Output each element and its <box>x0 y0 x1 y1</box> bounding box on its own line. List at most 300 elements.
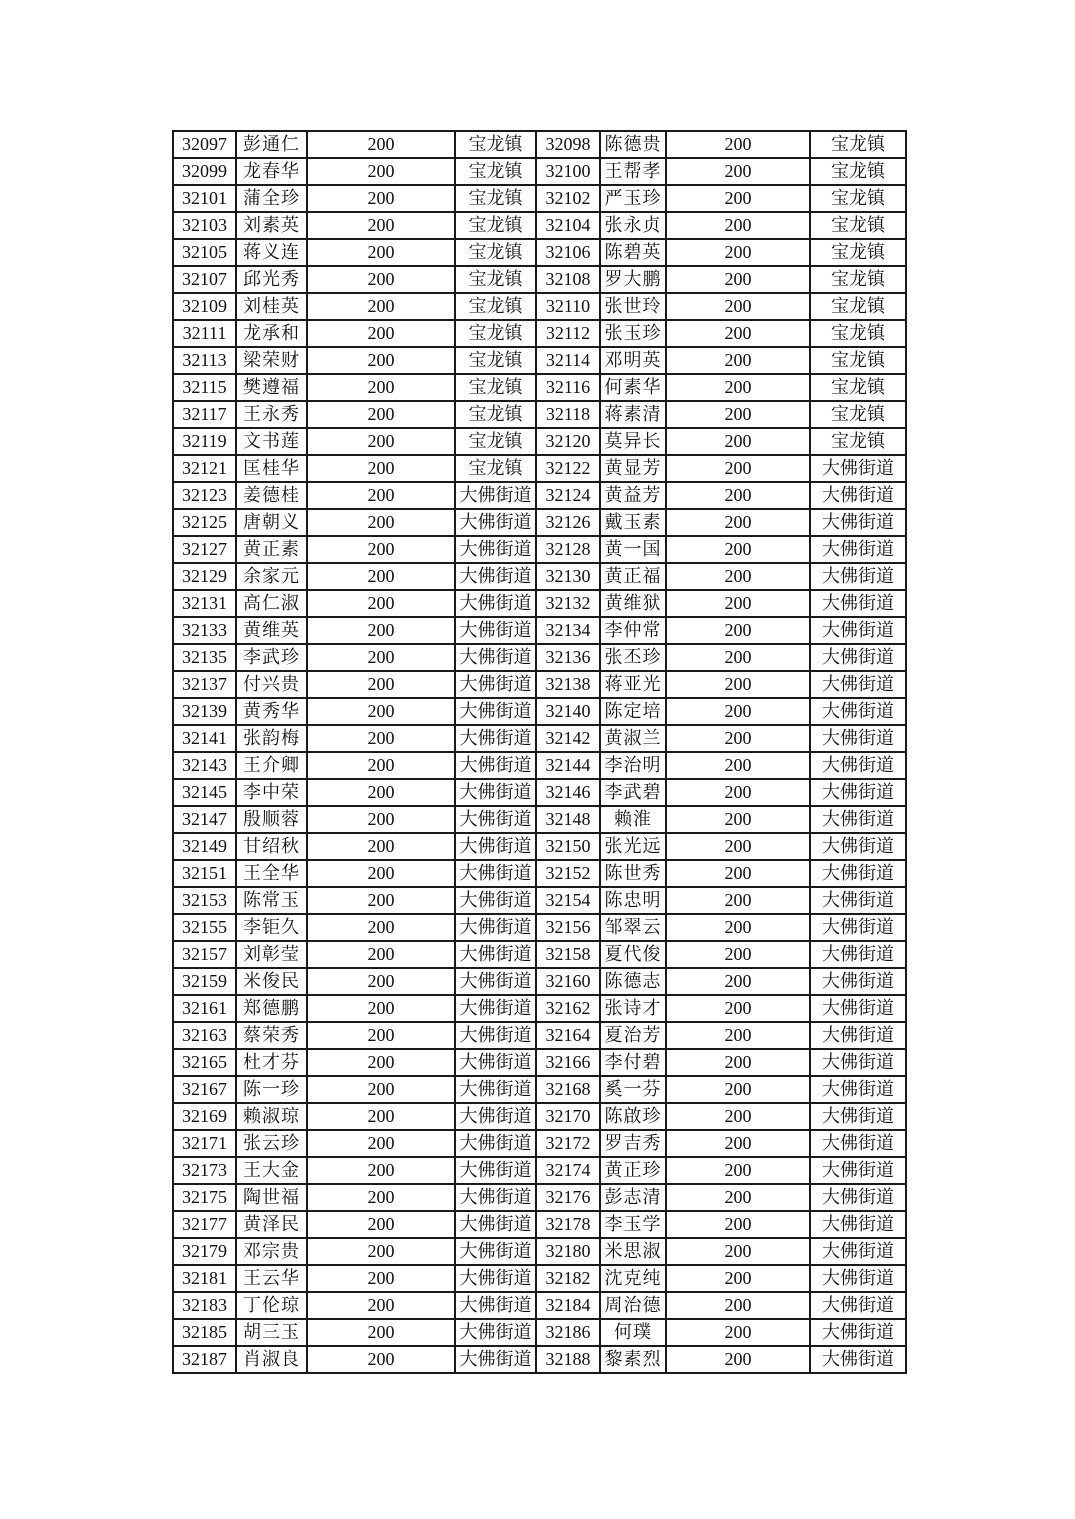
record-id-cell: 32171 <box>173 1130 236 1157</box>
name-cell: 蒲全珍 <box>236 185 307 212</box>
amount-cell: 200 <box>666 887 810 914</box>
name-cell: 黄正素 <box>236 536 307 563</box>
record-id-cell: 32110 <box>536 293 600 320</box>
township-cell: 大佛街道 <box>810 914 906 941</box>
record-id-cell: 32160 <box>536 968 600 995</box>
table-row <box>173 1157 906 1184</box>
record-id-cell: 32150 <box>536 833 600 860</box>
township-cell: 宝龙镇 <box>810 185 906 212</box>
amount-cell: 200 <box>666 833 810 860</box>
township-cell: 大佛街道 <box>810 1238 906 1265</box>
name-cell: 文书莲 <box>236 428 307 455</box>
amount-cell: 200 <box>666 1157 810 1184</box>
township-cell: 大佛街道 <box>810 887 906 914</box>
record-id-cell: 32127 <box>173 536 236 563</box>
township-cell: 大佛街道 <box>810 1265 906 1292</box>
record-id-cell: 32116 <box>536 374 600 401</box>
township-cell: 大佛街道 <box>455 671 536 698</box>
table-row <box>173 1103 906 1130</box>
amount-cell: 200 <box>666 1265 810 1292</box>
township-cell: 大佛街道 <box>810 482 906 509</box>
township-cell: 大佛街道 <box>455 1292 536 1319</box>
township-cell: 大佛街道 <box>810 725 906 752</box>
amount-cell: 200 <box>307 266 455 293</box>
name-cell: 邹翠云 <box>600 914 666 941</box>
township-cell: 大佛街道 <box>810 1157 906 1184</box>
record-id-cell: 32176 <box>536 1184 600 1211</box>
amount-cell: 200 <box>666 671 810 698</box>
township-cell: 大佛街道 <box>810 941 906 968</box>
table-row <box>173 1265 906 1292</box>
amount-cell: 200 <box>666 860 810 887</box>
record-id-cell: 32173 <box>173 1157 236 1184</box>
township-cell: 大佛街道 <box>455 968 536 995</box>
name-cell: 何璞 <box>600 1319 666 1346</box>
record-id-cell: 32158 <box>536 941 600 968</box>
amount-cell: 200 <box>666 617 810 644</box>
amount-cell: 200 <box>666 509 810 536</box>
township-cell: 宝龙镇 <box>810 428 906 455</box>
amount-cell: 200 <box>666 266 810 293</box>
amount-cell: 200 <box>307 158 455 185</box>
name-cell: 李玉学 <box>600 1211 666 1238</box>
township-cell: 大佛街道 <box>455 1238 536 1265</box>
name-cell: 陈定培 <box>600 698 666 725</box>
amount-cell: 200 <box>307 1022 455 1049</box>
table-row <box>173 860 906 887</box>
township-cell: 大佛街道 <box>810 536 906 563</box>
township-cell: 大佛街道 <box>455 725 536 752</box>
amount-cell: 200 <box>666 239 810 266</box>
amount-cell: 200 <box>666 644 810 671</box>
township-cell: 大佛街道 <box>810 590 906 617</box>
amount-cell: 200 <box>666 374 810 401</box>
amount-cell: 200 <box>666 968 810 995</box>
record-id-cell: 32174 <box>536 1157 600 1184</box>
name-cell: 王介卿 <box>236 752 307 779</box>
record-id-cell: 32108 <box>536 266 600 293</box>
table-row <box>173 1238 906 1265</box>
record-id-cell: 32101 <box>173 185 236 212</box>
township-cell: 大佛街道 <box>455 509 536 536</box>
record-id-cell: 32140 <box>536 698 600 725</box>
record-id-cell: 32115 <box>173 374 236 401</box>
payment-roster-table <box>172 130 907 1374</box>
record-id-cell: 32146 <box>536 779 600 806</box>
record-id-cell: 32180 <box>536 1238 600 1265</box>
amount-cell: 200 <box>307 1049 455 1076</box>
name-cell: 陈啟珍 <box>600 1103 666 1130</box>
township-cell: 大佛街道 <box>810 806 906 833</box>
table-row <box>173 536 906 563</box>
amount-cell: 200 <box>307 1103 455 1130</box>
amount-cell: 200 <box>666 806 810 833</box>
record-id-cell: 32179 <box>173 1238 236 1265</box>
record-id-cell: 32159 <box>173 968 236 995</box>
township-cell: 大佛街道 <box>455 644 536 671</box>
amount-cell: 200 <box>666 563 810 590</box>
township-cell: 大佛街道 <box>455 1184 536 1211</box>
township-cell: 大佛街道 <box>455 1103 536 1130</box>
township-cell: 大佛街道 <box>455 1157 536 1184</box>
name-cell: 郑德鹏 <box>236 995 307 1022</box>
amount-cell: 200 <box>666 158 810 185</box>
amount-cell: 200 <box>307 914 455 941</box>
amount-cell: 200 <box>666 1103 810 1130</box>
amount-cell: 200 <box>307 698 455 725</box>
amount-cell: 200 <box>307 428 455 455</box>
record-id-cell: 32166 <box>536 1049 600 1076</box>
table-row <box>173 374 906 401</box>
name-cell: 丁伦琼 <box>236 1292 307 1319</box>
record-id-cell: 32149 <box>173 833 236 860</box>
township-cell: 大佛街道 <box>810 860 906 887</box>
record-id-cell: 32162 <box>536 995 600 1022</box>
amount-cell: 200 <box>307 779 455 806</box>
township-cell: 大佛街道 <box>810 617 906 644</box>
record-id-cell: 32113 <box>173 347 236 374</box>
name-cell: 黄益芳 <box>600 482 666 509</box>
record-id-cell: 32141 <box>173 725 236 752</box>
township-cell: 宝龙镇 <box>810 401 906 428</box>
amount-cell: 200 <box>307 941 455 968</box>
township-cell: 大佛街道 <box>455 752 536 779</box>
township-cell: 大佛街道 <box>810 1130 906 1157</box>
township-cell: 大佛街道 <box>455 914 536 941</box>
table-row <box>173 482 906 509</box>
table-row <box>173 293 906 320</box>
table-row <box>173 752 906 779</box>
amount-cell: 200 <box>307 1157 455 1184</box>
amount-cell: 200 <box>307 482 455 509</box>
name-cell: 杜才芬 <box>236 1049 307 1076</box>
name-cell: 龙春华 <box>236 158 307 185</box>
record-id-cell: 32169 <box>173 1103 236 1130</box>
township-cell: 大佛街道 <box>455 806 536 833</box>
amount-cell: 200 <box>307 1184 455 1211</box>
name-cell: 蒋素清 <box>600 401 666 428</box>
name-cell: 夏代俊 <box>600 941 666 968</box>
township-cell: 宝龙镇 <box>810 239 906 266</box>
amount-cell: 200 <box>666 1346 810 1373</box>
table-row <box>173 617 906 644</box>
record-id-cell: 32134 <box>536 617 600 644</box>
amount-cell: 200 <box>666 428 810 455</box>
record-id-cell: 32170 <box>536 1103 600 1130</box>
name-cell: 陈世秀 <box>600 860 666 887</box>
record-id-cell: 32181 <box>173 1265 236 1292</box>
township-cell: 大佛街道 <box>455 995 536 1022</box>
name-cell: 王云华 <box>236 1265 307 1292</box>
name-cell: 龙承和 <box>236 320 307 347</box>
table-row <box>173 806 906 833</box>
amount-cell: 200 <box>666 1319 810 1346</box>
township-cell: 大佛街道 <box>455 1265 536 1292</box>
township-cell: 大佛街道 <box>810 1292 906 1319</box>
record-id-cell: 32153 <box>173 887 236 914</box>
name-cell: 樊遵福 <box>236 374 307 401</box>
record-id-cell: 32111 <box>173 320 236 347</box>
table-row <box>173 185 906 212</box>
record-id-cell: 32152 <box>536 860 600 887</box>
record-id-cell: 32124 <box>536 482 600 509</box>
table-row <box>173 1319 906 1346</box>
table-row <box>173 455 906 482</box>
record-id-cell: 32183 <box>173 1292 236 1319</box>
table-row <box>173 428 906 455</box>
amount-cell: 200 <box>666 914 810 941</box>
table-row <box>173 779 906 806</box>
name-cell: 蒋亚光 <box>600 671 666 698</box>
township-cell: 宝龙镇 <box>455 131 536 158</box>
amount-cell: 200 <box>307 590 455 617</box>
name-cell: 黄淑兰 <box>600 725 666 752</box>
township-cell: 大佛街道 <box>455 536 536 563</box>
name-cell: 付兴贵 <box>236 671 307 698</box>
table-row <box>173 833 906 860</box>
amount-cell: 200 <box>307 239 455 266</box>
township-cell: 大佛街道 <box>455 590 536 617</box>
table-row <box>173 131 906 158</box>
amount-cell: 200 <box>666 698 810 725</box>
name-cell: 邓宗贵 <box>236 1238 307 1265</box>
amount-cell: 200 <box>307 212 455 239</box>
record-id-cell: 32136 <box>536 644 600 671</box>
amount-cell: 200 <box>307 968 455 995</box>
township-cell: 大佛街道 <box>455 941 536 968</box>
amount-cell: 200 <box>666 1184 810 1211</box>
name-cell: 邓明英 <box>600 347 666 374</box>
table-row <box>173 401 906 428</box>
record-id-cell: 32145 <box>173 779 236 806</box>
record-id-cell: 32186 <box>536 1319 600 1346</box>
township-cell: 大佛街道 <box>455 833 536 860</box>
table-row <box>173 671 906 698</box>
township-cell: 宝龙镇 <box>455 239 536 266</box>
amount-cell: 200 <box>666 455 810 482</box>
township-cell: 大佛街道 <box>455 779 536 806</box>
record-id-cell: 32125 <box>173 509 236 536</box>
amount-cell: 200 <box>307 1319 455 1346</box>
township-cell: 大佛街道 <box>810 1346 906 1373</box>
name-cell: 黄泽民 <box>236 1211 307 1238</box>
township-cell: 宝龙镇 <box>810 131 906 158</box>
name-cell: 何素华 <box>600 374 666 401</box>
name-cell: 戴玉素 <box>600 509 666 536</box>
township-cell: 宝龙镇 <box>455 185 536 212</box>
name-cell: 甘绍秋 <box>236 833 307 860</box>
record-id-cell: 32112 <box>536 320 600 347</box>
township-cell: 宝龙镇 <box>455 158 536 185</box>
amount-cell: 200 <box>307 401 455 428</box>
amount-cell: 200 <box>307 320 455 347</box>
record-id-cell: 32156 <box>536 914 600 941</box>
amount-cell: 200 <box>666 1022 810 1049</box>
table-row <box>173 212 906 239</box>
name-cell: 夏治芳 <box>600 1022 666 1049</box>
table-row <box>173 644 906 671</box>
table-row <box>173 1022 906 1049</box>
record-id-cell: 32130 <box>536 563 600 590</box>
amount-cell: 200 <box>307 1292 455 1319</box>
record-id-cell: 32131 <box>173 590 236 617</box>
table-row <box>173 995 906 1022</box>
record-id-cell: 32102 <box>536 185 600 212</box>
amount-cell: 200 <box>666 590 810 617</box>
table-row <box>173 590 906 617</box>
amount-cell: 200 <box>666 1211 810 1238</box>
amount-cell: 200 <box>666 212 810 239</box>
name-cell: 张云珍 <box>236 1130 307 1157</box>
record-id-cell: 32172 <box>536 1130 600 1157</box>
table-row <box>173 1292 906 1319</box>
township-cell: 大佛街道 <box>455 563 536 590</box>
record-id-cell: 32097 <box>173 131 236 158</box>
township-cell: 大佛街道 <box>810 644 906 671</box>
name-cell: 黄一国 <box>600 536 666 563</box>
township-cell: 大佛街道 <box>810 509 906 536</box>
name-cell: 陈碧英 <box>600 239 666 266</box>
name-cell: 米思淑 <box>600 1238 666 1265</box>
amount-cell: 200 <box>307 833 455 860</box>
township-cell: 宝龙镇 <box>810 320 906 347</box>
amount-cell: 200 <box>307 860 455 887</box>
name-cell: 周治德 <box>600 1292 666 1319</box>
amount-cell: 200 <box>666 401 810 428</box>
amount-cell: 200 <box>666 1076 810 1103</box>
record-id-cell: 32100 <box>536 158 600 185</box>
name-cell: 李钜久 <box>236 914 307 941</box>
township-cell: 大佛街道 <box>810 995 906 1022</box>
record-id-cell: 32178 <box>536 1211 600 1238</box>
record-id-cell: 32167 <box>173 1076 236 1103</box>
name-cell: 张玉珍 <box>600 320 666 347</box>
name-cell: 陈一珍 <box>236 1076 307 1103</box>
table-row <box>173 158 906 185</box>
table-row <box>173 239 906 266</box>
record-id-cell: 32106 <box>536 239 600 266</box>
township-cell: 宝龙镇 <box>810 293 906 320</box>
township-cell: 宝龙镇 <box>810 266 906 293</box>
name-cell: 王全华 <box>236 860 307 887</box>
record-id-cell: 32103 <box>173 212 236 239</box>
record-id-cell: 32117 <box>173 401 236 428</box>
name-cell: 彭通仁 <box>236 131 307 158</box>
table-row <box>173 347 906 374</box>
township-cell: 大佛街道 <box>810 455 906 482</box>
amount-cell: 200 <box>666 752 810 779</box>
township-cell: 大佛街道 <box>455 698 536 725</box>
amount-cell: 200 <box>307 1211 455 1238</box>
name-cell: 张诗才 <box>600 995 666 1022</box>
amount-cell: 200 <box>666 482 810 509</box>
record-id-cell: 32155 <box>173 914 236 941</box>
township-cell: 大佛街道 <box>455 1346 536 1373</box>
amount-cell: 200 <box>666 1130 810 1157</box>
amount-cell: 200 <box>307 1130 455 1157</box>
amount-cell: 200 <box>307 1076 455 1103</box>
record-id-cell: 32098 <box>536 131 600 158</box>
amount-cell: 200 <box>307 374 455 401</box>
name-cell: 刘素英 <box>236 212 307 239</box>
table-row <box>173 1130 906 1157</box>
name-cell: 唐朝义 <box>236 509 307 536</box>
record-id-cell: 32126 <box>536 509 600 536</box>
name-cell: 严玉珍 <box>600 185 666 212</box>
township-cell: 大佛街道 <box>810 968 906 995</box>
name-cell: 罗吉秀 <box>600 1130 666 1157</box>
record-id-cell: 32121 <box>173 455 236 482</box>
record-id-cell: 32109 <box>173 293 236 320</box>
record-id-cell: 32184 <box>536 1292 600 1319</box>
township-cell: 大佛街道 <box>455 1049 536 1076</box>
name-cell: 王大金 <box>236 1157 307 1184</box>
amount-cell: 200 <box>666 536 810 563</box>
table-row <box>173 698 906 725</box>
name-cell: 彭志清 <box>600 1184 666 1211</box>
table-row <box>173 914 906 941</box>
township-cell: 大佛街道 <box>455 1022 536 1049</box>
name-cell: 刘彰莹 <box>236 941 307 968</box>
amount-cell: 200 <box>666 185 810 212</box>
township-cell: 大佛街道 <box>810 698 906 725</box>
name-cell: 黄维英 <box>236 617 307 644</box>
township-cell: 宝龙镇 <box>455 374 536 401</box>
township-cell: 宝龙镇 <box>810 158 906 185</box>
table-row <box>173 1049 906 1076</box>
township-cell: 宝龙镇 <box>455 293 536 320</box>
record-id-cell: 32143 <box>173 752 236 779</box>
amount-cell: 200 <box>307 563 455 590</box>
record-id-cell: 32164 <box>536 1022 600 1049</box>
amount-cell: 200 <box>666 941 810 968</box>
record-id-cell: 32135 <box>173 644 236 671</box>
record-id-cell: 32182 <box>536 1265 600 1292</box>
name-cell: 邱光秀 <box>236 266 307 293</box>
table-row <box>173 725 906 752</box>
record-id-cell: 32132 <box>536 590 600 617</box>
record-id-cell: 32099 <box>173 158 236 185</box>
name-cell: 李付碧 <box>600 1049 666 1076</box>
name-cell: 莫异长 <box>600 428 666 455</box>
record-id-cell: 32119 <box>173 428 236 455</box>
record-id-cell: 32154 <box>536 887 600 914</box>
table-row <box>173 266 906 293</box>
township-cell: 大佛街道 <box>455 887 536 914</box>
name-cell: 米俊民 <box>236 968 307 995</box>
table-row <box>173 1211 906 1238</box>
name-cell: 罗大鹏 <box>600 266 666 293</box>
record-id-cell: 32151 <box>173 860 236 887</box>
record-id-cell: 32118 <box>536 401 600 428</box>
amount-cell: 200 <box>307 131 455 158</box>
township-cell: 宝龙镇 <box>810 374 906 401</box>
record-id-cell: 32123 <box>173 482 236 509</box>
amount-cell: 200 <box>666 1238 810 1265</box>
record-id-cell: 32114 <box>536 347 600 374</box>
name-cell: 黄维狱 <box>600 590 666 617</box>
name-cell: 张韵梅 <box>236 725 307 752</box>
amount-cell: 200 <box>666 779 810 806</box>
township-cell: 大佛街道 <box>455 1076 536 1103</box>
amount-cell: 200 <box>307 509 455 536</box>
township-cell: 大佛街道 <box>455 860 536 887</box>
record-id-cell: 32120 <box>536 428 600 455</box>
amount-cell: 200 <box>666 293 810 320</box>
amount-cell: 200 <box>666 320 810 347</box>
name-cell: 陈常玉 <box>236 887 307 914</box>
record-id-cell: 32107 <box>173 266 236 293</box>
